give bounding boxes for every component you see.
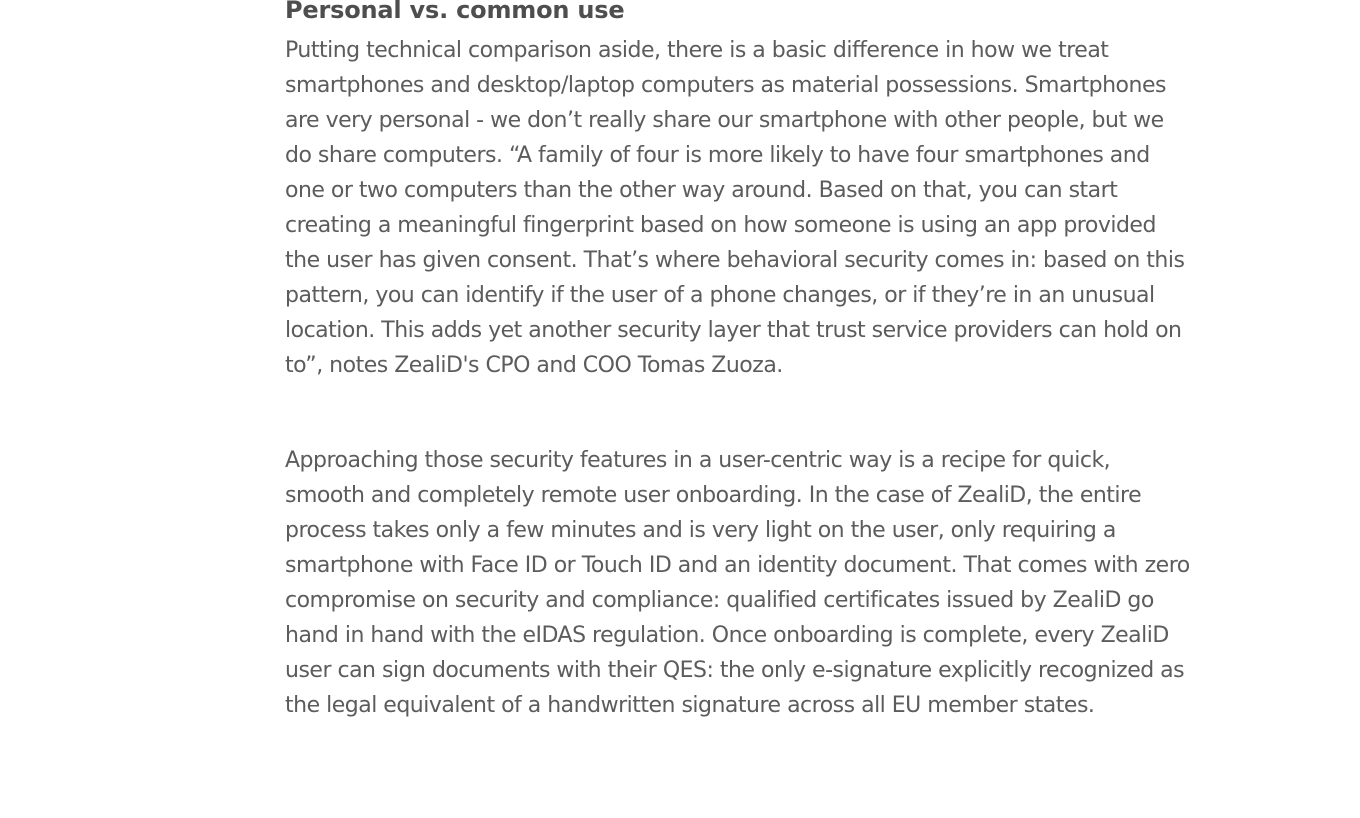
paragraph-user-onboarding: Approaching those security features in a user-centric way is a recipe for quick, smooth and completely remote user onboarding. In the case of ZealiD, the entire process takes only a few minutes and is very light on the user, only requiring a smartphone with Face ID or Touch ID and an identity document. That comes with zero compromise on security and compliance: qualified certificates issued by ZealiD go hand in hand with the eIDAS regulation. Once onboarding is complete, every ZealiD user can sign documents with their QES: the only e-signature explicitly recognized as the legal equivalent of a handwritten signature across all EU member states.	[285, 448, 1190, 718]
article-body	[285, 0, 1195, 723]
section-heading: Personal vs. common use	[285, 0, 625, 24]
paragraph-spacer	[285, 383, 1195, 443]
paragraph-personal-vs-common: Putting technical comparison aside, there is a basic difference in how we treat smartphones and desktop/laptop computers as material possessions. Smartphones are very personal - we don’t really share our smartphone with other people, but we do share computers. “A family of four is more likely to have four smartphones and one or two computers than the other way around. Based on that, you can start creating a meaningful fingerprint based on how someone is using an app provided the user has given consent. That’s where behavioral security comes in: based on this pattern, you can identify if the user of a phone changes, or if they’re in an unusual location. This adds yet another security layer that trust service providers can hold on to”, notes ZealiD's CPO and COO Tomas Zuoza.	[285, 38, 1185, 378]
